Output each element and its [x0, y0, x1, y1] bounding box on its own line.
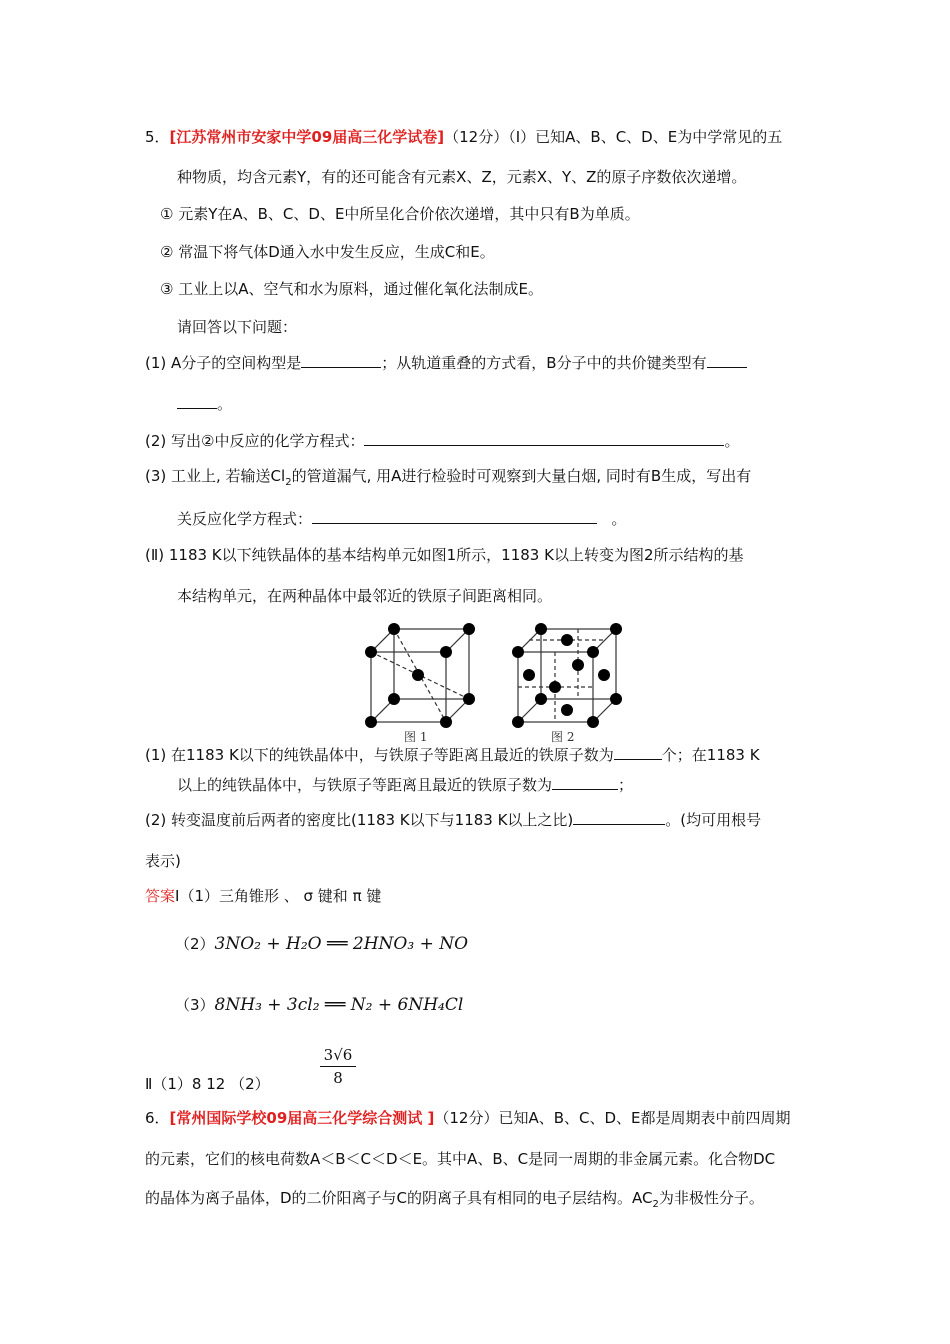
answer-blank — [177, 394, 217, 409]
q5-part2 — [145, 431, 739, 451]
q5-part1-c: 。 — [217, 395, 233, 413]
fraction-denominator: 8 — [333, 1069, 343, 1087]
q6-source: [常州国际学校09届高三化学综合测试 ] — [169, 1109, 435, 1127]
q5-part1-b: ；从轨道重叠的方式看，B分子中的共价键类型有 — [381, 354, 707, 372]
q5-part3-a: (3) 工业上, 若输送Cl — [145, 467, 286, 485]
answer-blank — [364, 431, 724, 446]
q5-ii-q2 — [145, 810, 761, 830]
answer-3-prefix: （3） — [175, 996, 215, 1014]
answer-blank — [614, 745, 662, 760]
q5-part-ii-a: (Ⅱ) 1183 K以下纯铁晶体的基本结构单元如图1所示，1183 K以上转变为图2所示结构的基 — [145, 546, 744, 564]
answer-part-ii: Ⅱ（1）8 12 （2） — [145, 1075, 270, 1093]
answer-3-equation: 8NH₃ + 3cl₂ ══ N₂ + 6NH₄Cl — [214, 995, 464, 1015]
answer-blank — [312, 509, 597, 524]
answer-blank — [707, 353, 747, 368]
q5-header — [145, 127, 782, 147]
q6-line-2: 的元素，它们的核电荷数A＜B＜C＜D＜E。其中A、B、C是同一周期的非金属元素。化合物DC — [145, 1150, 776, 1168]
q5-part3-cont — [177, 509, 626, 529]
q5-ii-q1-c: 以上的纯铁晶体中，与铁原子等距离且最近的铁原子数为 — [177, 776, 553, 794]
q5-intro-a: （12分）（Ⅰ）已知A、B、C、D、E为中学常见的五 — [444, 128, 783, 146]
answer-line-2 — [175, 934, 468, 954]
answer-2-prefix: （2） — [175, 935, 215, 953]
q5-source: [江苏常州市安家中学09届高三化学试卷] — [169, 128, 445, 146]
q6-line-3 — [145, 1188, 764, 1215]
q5-ask: 请回答以下问题： — [177, 318, 298, 336]
q5-number: 5． — [145, 128, 170, 146]
fraction-numerator: 3√6 — [320, 1046, 356, 1067]
q5-ii-q2-a: (2) 转变温度前后两者的密度比(1183 K以下与1183 K以上之比) — [145, 811, 574, 829]
q5-ii-q1-b: 个；在1183 K — [661, 746, 760, 764]
q5-intro-b: 种物质，均含元素Y，有的还可能含有元素X、Z，元素X、Y、Z的原子序数依次递增。 — [177, 168, 747, 186]
q6-header — [145, 1108, 791, 1128]
q5-ii-q1 — [145, 745, 760, 765]
q5-part1 — [145, 353, 747, 373]
q6-line-3-a: 的晶体为离子晶体，D的二价阳离子与C的阴离子具有相同的电子层结构。AC — [145, 1189, 653, 1207]
figure-2-caption: 图 2 — [551, 730, 575, 744]
crystal-figures — [356, 617, 656, 747]
q5-part-ii-b: 本结构单元，在两种晶体中最邻近的铁原子间距离相同。 — [177, 587, 553, 605]
q5-ii-q1-cont — [177, 775, 633, 795]
q6-line-1: （12分）已知A、B、C、D、E都是周期表中前四周期 — [434, 1109, 791, 1127]
q5-part3 — [145, 466, 751, 493]
answer-2-equation: 3NO₂ + H₂O ══ 2HNO₃ + NO — [214, 934, 469, 954]
answer-line-1 — [145, 886, 381, 906]
answer-blank — [301, 353, 381, 368]
q6-line-3-b: 为非极性分子。 — [658, 1189, 764, 1207]
answer-label: 答案 — [145, 887, 176, 905]
answer-part1: Ⅰ（1）三角锥形 、 σ 键和 π 键 — [175, 887, 382, 905]
q5-part2-a: (2) 写出②中反应的化学方程式： — [145, 432, 365, 450]
q5-part1-a: (1) A分子的空间构型是 — [145, 354, 302, 372]
q5-ii-q1-a: (1) 在1183 K以下的纯铁晶体中，与铁原子等距离且最近的铁原子数为 — [145, 746, 614, 764]
q5-ii-q1-d: ； — [618, 776, 634, 794]
q5-part3-b: 的管道漏气, 用A进行检验时可观察到大量白烟, 同时有B生成，写出有 — [291, 467, 752, 485]
answer-line-3 — [175, 995, 463, 1015]
q5-part3-c: 关反应化学方程式： — [177, 510, 313, 528]
answer-fraction — [320, 1046, 356, 1087]
q6-line-3-sub: 2 — [652, 1199, 659, 1210]
q6-number: 6． — [145, 1109, 170, 1127]
q5-part3-sub: 2 — [285, 477, 292, 488]
q5-part3-d: 。 — [611, 510, 627, 528]
answer-blank — [552, 775, 618, 790]
figure-1-caption: 图 1 — [404, 730, 428, 744]
q5-condition-2: ② 常温下将气体D通入水中发生反应，生成C和E。 — [160, 243, 495, 261]
answer-blank — [573, 810, 665, 825]
q5-condition-3: ③ 工业上以A、空气和水为原料，通过催化氧化法制成E。 — [160, 280, 543, 298]
q5-ii-q2-b: 。(均可用根号 — [665, 811, 762, 829]
q5-ii-q2-cont: 表示) — [145, 852, 181, 870]
q5-part2-b: 。 — [724, 432, 740, 450]
q5-condition-1: ① 元素Y在A、B、C、D、E中所呈化合价依次递增，其中只有B为单质。 — [160, 205, 640, 223]
q5-part1-cont — [177, 394, 232, 414]
